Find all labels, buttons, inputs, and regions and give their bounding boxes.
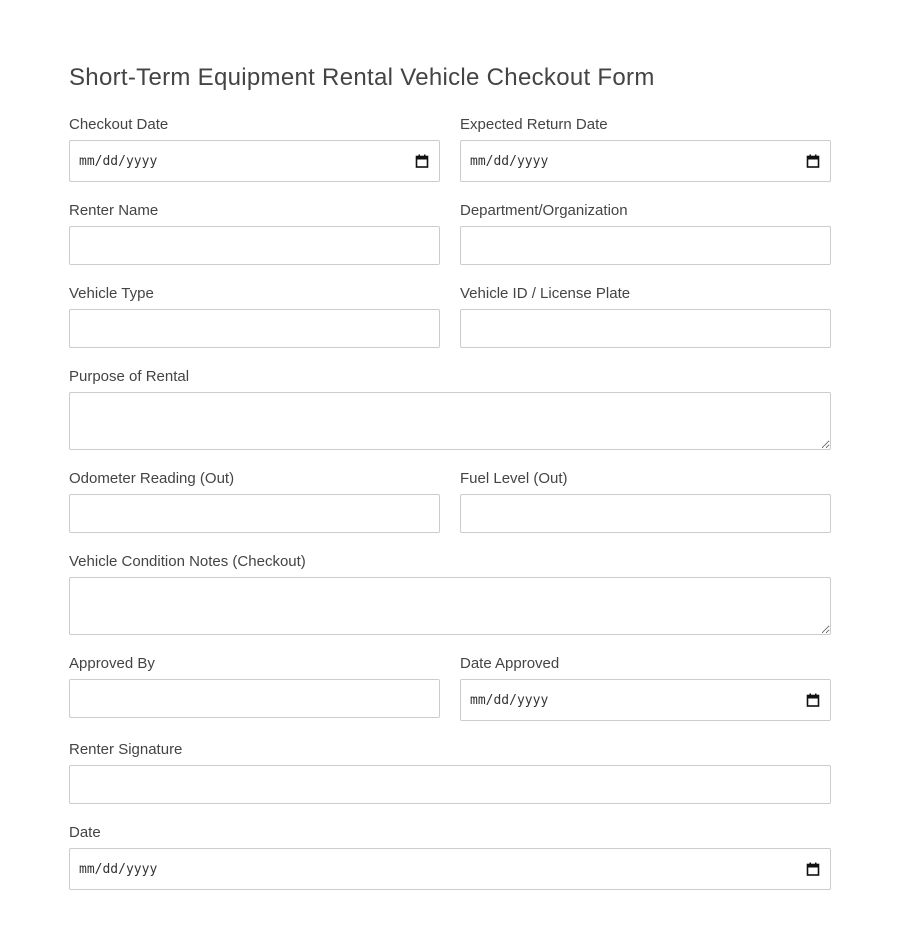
- condition-notes-textarea[interactable]: [69, 577, 831, 635]
- date-approved-label: Date Approved: [460, 655, 560, 672]
- calendar-icon[interactable]: [806, 154, 820, 168]
- expected-return-date-input[interactable]: [460, 140, 831, 182]
- checkout-date-label: Checkout Date: [69, 116, 169, 133]
- purpose-label: Purpose of Rental: [69, 368, 190, 385]
- vehicle-checkout-form: [69, 60, 831, 910]
- expected-return-date-label: Expected Return Date: [460, 116, 608, 133]
- approved-by-input[interactable]: [69, 679, 440, 718]
- date-placeholder: mm/dd/yyyy: [79, 861, 158, 877]
- page-title: Short-Term Equipment Rental Vehicle Checkout Form: [69, 64, 655, 91]
- renter-name-input[interactable]: [69, 226, 440, 265]
- calendar-icon[interactable]: [806, 693, 820, 707]
- renter-signature-input[interactable]: [69, 765, 831, 804]
- odometer-label: Odometer Reading (Out): [69, 470, 235, 487]
- purpose-textarea[interactable]: [69, 392, 831, 450]
- vehicle-id-label: Vehicle ID / License Plate: [460, 285, 631, 302]
- date-label: Date: [69, 824, 101, 841]
- checkout-date-input[interactable]: [69, 140, 440, 182]
- department-input[interactable]: [460, 226, 831, 265]
- checkout-date-placeholder: mm/dd/yyyy: [79, 153, 158, 169]
- odometer-input[interactable]: [69, 494, 440, 533]
- approved-by-label: Approved By: [69, 655, 155, 672]
- condition-notes-label: Vehicle Condition Notes (Checkout): [69, 553, 306, 570]
- date-approved-input[interactable]: [460, 679, 831, 721]
- fuel-level-label: Fuel Level (Out): [460, 470, 568, 487]
- renter-signature-label: Renter Signature: [69, 741, 183, 758]
- date-approved-placeholder: mm/dd/yyyy: [470, 692, 549, 708]
- renter-name-label: Renter Name: [69, 202, 159, 219]
- vehicle-type-label: Vehicle Type: [69, 285, 154, 302]
- calendar-icon[interactable]: [806, 862, 820, 876]
- department-label: Department/Organization: [460, 202, 628, 219]
- fuel-level-input[interactable]: [460, 494, 831, 533]
- vehicle-type-input[interactable]: [69, 309, 440, 348]
- expected-return-date-placeholder: mm/dd/yyyy: [470, 153, 549, 169]
- calendar-icon[interactable]: [415, 154, 429, 168]
- vehicle-id-input[interactable]: [460, 309, 831, 348]
- date-input[interactable]: [69, 848, 831, 890]
